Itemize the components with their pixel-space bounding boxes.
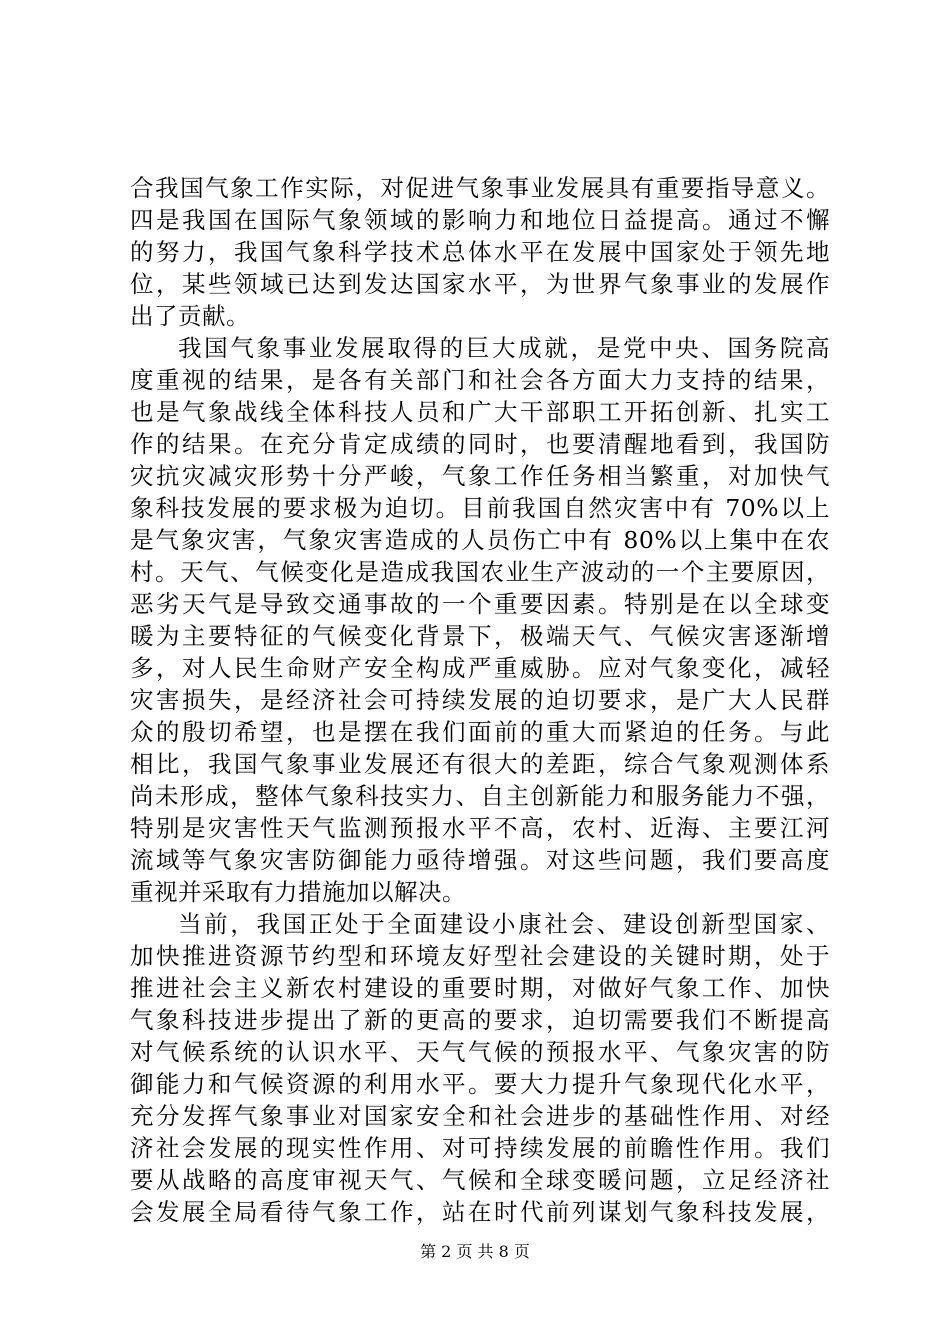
text-line: 的努力，我国气象科学技术总体水平在发展中国家处于领先地 xyxy=(130,238,830,266)
text-line: 村。天气、气候变化是造成我国农业生产波动的一个主要原因， xyxy=(130,558,830,586)
text-line: 恶劣天气是导致交通事故的一个重要因素。特别是在以全球变 xyxy=(130,590,830,618)
text-line: 合我国气象工作实际，对促进气象事业发展具有重要指导意义。 xyxy=(130,174,830,202)
text-line: 特别是灾害性天气监测预报水平不高，农村、近海、主要江河 xyxy=(130,814,830,842)
text-line: 众的殷切希望，也是摆在我们面前的重大而紧迫的任务。与此 xyxy=(130,718,830,746)
text-line: 灾害损失，是经济社会可持续发展的迫切要求，是广大人民群 xyxy=(130,686,830,714)
text-line: 象科技发展的要求极为迫切。目前我国自然灾害中有 70%以上 xyxy=(130,494,830,522)
paragraph-first-line: 当前，我国正处于全面建设小康社会、建设创新型国家、 xyxy=(178,910,830,938)
page-number: 第 2 页 共 8 页 xyxy=(420,1242,530,1261)
text-line: 度重视的结果，是各有关部门和社会各方面大力支持的结果， xyxy=(130,366,830,394)
text-line: 作的结果。在充分肯定成绩的同时，也要清醒地看到，我国防 xyxy=(130,430,830,458)
page-footer xyxy=(0,1241,950,1263)
text-line: 气象科技进步提出了新的更高的要求，迫切需要我们不断提高 xyxy=(130,1006,830,1034)
text-line: 也是气象战线全体科技人员和广大干部职工开拓创新、扎实工 xyxy=(130,398,830,426)
text-line: 尚未形成，整体气象科技实力、自主创新能力和服务能力不强， xyxy=(130,782,830,810)
text-line: 四是我国在国际气象领域的影响力和地位日益提高。通过不懈 xyxy=(130,206,830,234)
text-line: 位，某些领域已达到发达国家水平，为世界气象事业的发展作 xyxy=(130,270,830,298)
text-line: 多，对人民生命财产安全构成严重威胁。应对气象变化，减轻 xyxy=(130,654,830,682)
text-line: 充分发挥气象事业对国家安全和社会进步的基础性作用、对经 xyxy=(130,1102,830,1130)
text-line: 济社会发展的现实性作用、对可持续发展的前瞻性作用。我们 xyxy=(130,1134,830,1162)
text-line: 御能力和气候资源的利用水平。要大力提升气象现代化水平， xyxy=(130,1070,830,1098)
text-line: 会发展全局看待气象工作，站在时代前列谋划气象科技发展， xyxy=(130,1198,830,1226)
body-text xyxy=(130,172,830,1228)
text-line: 流域等气象灾害防御能力亟待增强。对这些问题，我们要高度 xyxy=(130,846,830,874)
paragraph-first-line: 我国气象事业发展取得的巨大成就，是党中央、国务院高 xyxy=(178,334,830,362)
text-line: 是气象灾害，气象灾害造成的人员伤亡中有 80%以上集中在农 xyxy=(130,526,830,554)
text-line: 灾抗灾减灾形势十分严峻，气象工作任务相当繁重，对加快气 xyxy=(130,462,830,490)
text-line: 暖为主要特征的气候变化背景下，极端天气、气候灾害逐渐增 xyxy=(130,622,830,650)
text-line: 出了贡献。 xyxy=(130,302,250,330)
text-line: 对气候系统的认识水平、天气气候的预报水平、气象灾害的防 xyxy=(130,1038,830,1066)
text-line: 推进社会主义新农村建设的重要时期，对做好气象工作、加快 xyxy=(130,974,830,1002)
text-line: 相比，我国气象事业发展还有很大的差距，综合气象观测体系 xyxy=(130,750,830,778)
text-line: 要从战略的高度审视天气、气候和全球变暖问题，立足经济社 xyxy=(130,1166,830,1194)
text-line: 重视并采取有力措施加以解决。 xyxy=(130,878,466,906)
text-line: 加快推进资源节约型和环境友好型社会建设的关键时期，处于 xyxy=(130,942,830,970)
